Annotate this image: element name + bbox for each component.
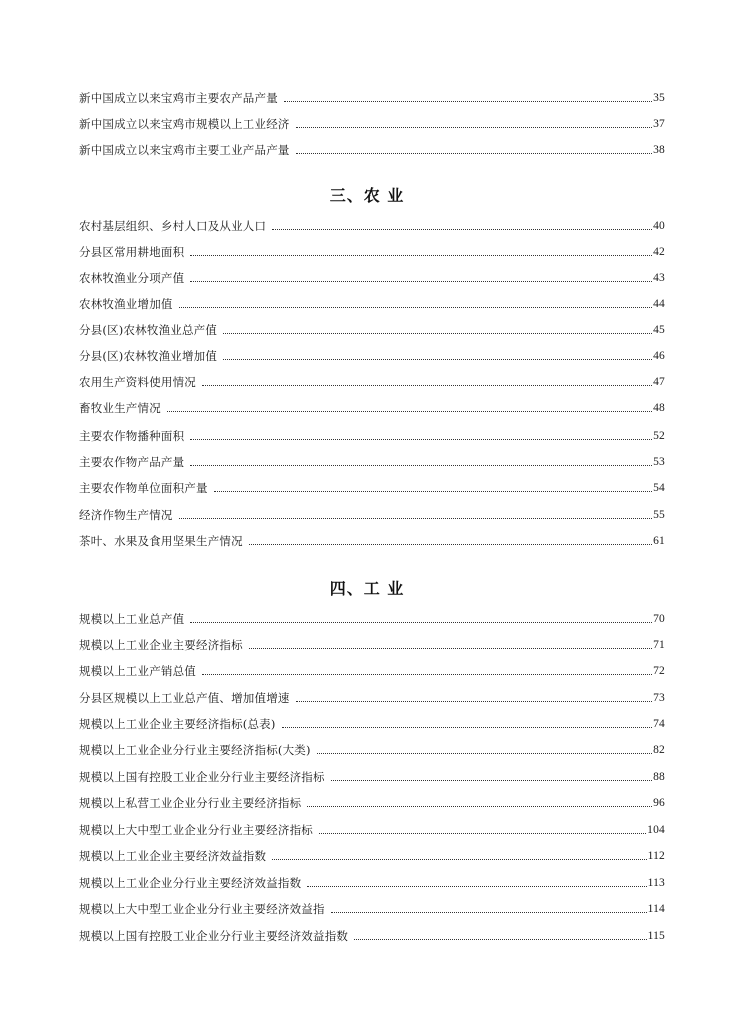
toc-entry-page: 42 — [653, 246, 665, 258]
toc-entry-page: 104 — [647, 824, 665, 836]
toc-entry-page: 40 — [653, 220, 665, 232]
toc-entry[interactable] — [79, 112, 665, 132]
dot-leader — [296, 152, 652, 154]
dot-leader — [317, 752, 652, 754]
section-heading-agriculture: 三、农 业 — [329, 186, 405, 205]
dot-leader — [296, 126, 652, 128]
toc-entry[interactable] — [79, 86, 665, 106]
toc-entry[interactable] — [79, 503, 665, 523]
dot-leader — [282, 726, 653, 728]
toc-entry-title: 主要农作物播种面积 — [79, 429, 185, 443]
toc-entry[interactable] — [79, 712, 665, 732]
toc-entry-title: 规模以上工业总产值 — [79, 612, 185, 626]
toc-entry-title: 规模以上工业产销总值 — [79, 664, 196, 678]
toc-entry[interactable] — [79, 871, 665, 891]
toc-entry[interactable] — [79, 844, 665, 864]
toc-entry-title: 规模以上国有控股工业企业分行业主要经济效益指数 — [79, 929, 349, 943]
toc-entry-title: 主要农作物产品产量 — [79, 455, 185, 469]
toc-entry-title: 分县(区)农林牧渔业增加值 — [79, 349, 218, 363]
toc-entry[interactable] — [79, 318, 665, 338]
dot-leader — [190, 254, 652, 256]
toc-entry-page: 43 — [653, 272, 665, 284]
dot-leader — [179, 517, 652, 519]
toc-entry[interactable] — [79, 529, 665, 549]
toc-entry[interactable] — [79, 607, 665, 627]
toc-entry-title: 农林牧渔业增加值 — [79, 297, 173, 311]
dot-leader — [223, 332, 652, 334]
toc-entry[interactable] — [79, 138, 665, 158]
dot-leader — [331, 911, 647, 913]
toc-entry-title: 农村基层组织、乡村人口及从业人口 — [79, 219, 267, 233]
toc-entry-title: 规模以上大中型工业企业分行业主要经济指标 — [79, 823, 313, 837]
toc-entry-page: 52 — [653, 430, 665, 442]
toc-entry-title: 规模以上工业企业主要经济指标(总表) — [79, 717, 276, 731]
toc-entry-title: 规模以上工业企业主要经济指标 — [79, 638, 243, 652]
dot-leader — [214, 490, 652, 492]
toc-entry-title: 分县(区)农林牧渔业总产值 — [79, 323, 218, 337]
dot-leader — [202, 673, 652, 675]
toc-entry[interactable] — [79, 897, 665, 917]
toc-entry-page: 72 — [653, 665, 665, 677]
toc-entry[interactable] — [79, 240, 665, 260]
dot-leader — [190, 621, 652, 623]
toc-entry-page: 70 — [653, 613, 665, 625]
toc-entry-title: 规模以上工业企业主要经济效益指数 — [79, 849, 267, 863]
toc-entry-title: 规模以上工业企业分行业主要经济指标(大类) — [79, 743, 311, 757]
toc-entry[interactable] — [79, 659, 665, 679]
dot-leader — [249, 647, 652, 649]
dot-leader — [223, 358, 652, 360]
toc-entry-title: 新中国成立以来宝鸡市规模以上工业经济 — [79, 117, 290, 131]
toc-entry-page: 112 — [647, 850, 665, 862]
toc-entry-title: 农用生产资料使用情况 — [79, 375, 196, 389]
dot-leader — [179, 306, 652, 308]
toc-entry-title: 茶叶、水果及食用坚果生产情况 — [79, 534, 243, 548]
toc-entry-title: 分县区规模以上工业总产值、增加值增速 — [79, 691, 290, 705]
toc-entry[interactable] — [79, 633, 665, 653]
dot-leader — [249, 543, 652, 545]
toc-entry[interactable] — [79, 818, 665, 838]
toc-entry-page: 88 — [653, 771, 665, 783]
toc-entry-title: 规模以上私营工业企业分行业主要经济指标 — [79, 796, 302, 810]
section-heading-industry: 四、工 业 — [329, 579, 405, 598]
dot-leader — [319, 832, 646, 834]
toc-entry[interactable] — [79, 424, 665, 444]
toc-entry-title: 畜牧业生产情况 — [79, 401, 161, 415]
toc-entry-page: 45 — [653, 324, 665, 336]
toc-entry-page: 35 — [653, 92, 665, 104]
dot-leader — [307, 805, 652, 807]
toc-entry-page: 74 — [653, 718, 665, 730]
toc-entry[interactable] — [79, 924, 665, 944]
dot-leader — [296, 700, 652, 702]
dot-leader — [272, 228, 652, 230]
dot-leader — [190, 438, 652, 440]
toc-entry-title: 规模以上工业企业分行业主要经济效益指数 — [79, 876, 302, 890]
dot-leader — [202, 384, 652, 386]
toc-entry-title: 农林牧渔业分项产值 — [79, 271, 185, 285]
dot-leader — [190, 464, 652, 466]
toc-entry-title: 新中国成立以来宝鸡市主要工业产品产量 — [79, 143, 290, 157]
toc-entry-page: 114 — [647, 903, 665, 915]
toc-entry-page: 48 — [653, 402, 665, 414]
toc-entry-page: 96 — [653, 797, 665, 809]
toc-entry[interactable] — [79, 686, 665, 706]
toc-entry-page: 113 — [647, 877, 665, 889]
toc-entry-page: 38 — [653, 144, 665, 156]
toc-entry[interactable] — [79, 396, 665, 416]
toc-entry[interactable] — [79, 292, 665, 312]
toc-entry-page: 71 — [653, 639, 665, 651]
dot-leader — [284, 100, 652, 102]
dot-leader — [307, 885, 646, 887]
toc-entry-page: 53 — [653, 456, 665, 468]
toc-entry-title: 规模以上大中型工业企业分行业主要经济效益指 — [79, 902, 325, 916]
toc-entry-page: 46 — [653, 350, 665, 362]
toc-entry-page: 44 — [653, 298, 665, 310]
toc-entry[interactable] — [79, 370, 665, 390]
toc-entry-title: 分县区常用耕地面积 — [79, 245, 185, 259]
toc-entry-page: 54 — [653, 482, 665, 494]
toc-entry-page: 37 — [653, 118, 665, 130]
dot-leader — [354, 938, 646, 940]
toc-entry-page: 55 — [653, 509, 665, 521]
dot-leader — [331, 779, 652, 781]
toc-entry-title: 规模以上国有控股工业企业分行业主要经济指标 — [79, 770, 325, 784]
toc-entry[interactable] — [79, 266, 665, 286]
toc-entry[interactable] — [79, 214, 665, 234]
toc-entry[interactable] — [79, 476, 665, 496]
toc-entry-page: 47 — [653, 376, 665, 388]
toc-entry[interactable] — [79, 738, 665, 758]
toc-entry-page: 115 — [647, 930, 665, 942]
dot-leader — [167, 410, 652, 412]
dot-leader — [190, 280, 652, 282]
toc-entry-title: 经济作物生产情况 — [79, 508, 173, 522]
toc-entry-page: 82 — [653, 744, 665, 756]
toc-entry-title: 主要农作物单位面积产量 — [79, 481, 208, 495]
toc-entry-page: 73 — [653, 692, 665, 704]
toc-entry[interactable] — [79, 344, 665, 364]
toc-entry[interactable] — [79, 791, 665, 811]
toc-entry-title: 新中国成立以来宝鸡市主要农产品产量 — [79, 91, 278, 105]
toc-entry[interactable] — [79, 765, 665, 785]
toc-entry[interactable] — [79, 450, 665, 470]
toc-entry-page: 61 — [653, 535, 665, 547]
dot-leader — [272, 858, 646, 860]
